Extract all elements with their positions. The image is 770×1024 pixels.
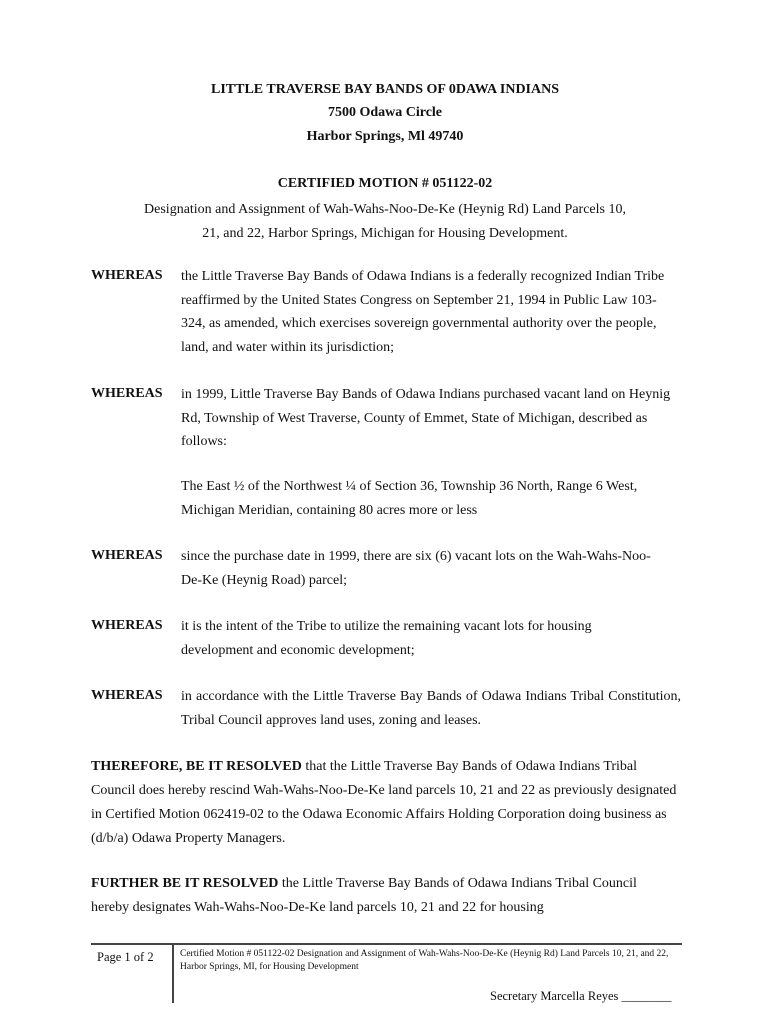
further-lead: FURTHER BE IT RESOLVED (91, 876, 279, 891)
footer-divider (91, 943, 682, 945)
whereas-label: WHEREAS (91, 386, 163, 401)
designation-line-1: Designation and Assignment of Wah-Wahs-Noo-De-Ke (Heynig Rd) Land Parcels 10, (144, 202, 626, 217)
whereas-clause-4: it is the intent of the Tribe to utilize the remaining vacant lots for housing development and economic development; (181, 619, 592, 658)
page-number: Page 1 of 2 (97, 950, 154, 964)
designation-heading (0, 198, 770, 246)
motion-title: CERTIFIED MOTION # 051122-02 (277, 176, 493, 191)
whereas-clause-3: since the purchase date in 1999, there are six (6) vacant lots on the Wah-Wahs-Noo-De-Ke (Heynig Road) parcel; (181, 549, 651, 588)
designation-line-2: 21, and 22, Harbor Springs, Michigan for Housing Development. (202, 226, 568, 241)
whereas-clause-1: the Little Traverse Bay Bands of Odawa Indians is a federally recognized Indian Tribe reaffirmed by the United States Congress on September 21, 1994 in Public Law 103-324, as amended, which exercises sovereign governmental authority over the people, land, and water within its jurisdiction; (181, 269, 665, 355)
secretary-signature-line: Secretary Marcella Reyes ________ (490, 989, 672, 1003)
whereas-label: WHEREAS (91, 268, 163, 283)
whereas-label: WHEREAS (91, 548, 163, 563)
whereas-clause-2: in 1999, Little Traverse Bay Bands of Odawa Indians purchased vacant land on Heynig Rd, Township of West Traverse, County of Emmet, State of Michigan, described as follows: (181, 387, 671, 449)
legal-description: The East ½ of the Northwest ¼ of Section 36, Township 36 North, Range 6 West, Michigan Meridian, containing 80 acres more or less (181, 479, 638, 518)
therefore-lead: THEREFORE, BE IT RESOLVED (91, 759, 302, 774)
footer-vertical-divider (172, 943, 174, 1003)
whereas-label: WHEREAS (91, 618, 163, 633)
whereas-label: WHEREAS (91, 688, 163, 703)
further-resolution (91, 872, 651, 920)
therefore-resolution (91, 755, 681, 851)
footer-caption: Certified Motion # 051122-02 Designation and Assignment of Wah-Wahs-Noo-De-Ke (Heynig Rd) Land Parcels 10, 21, and 22, Harbor Springs, MI, for Housing Development (180, 949, 669, 972)
organization-city: Harbor Springs, Ml 49740 (306, 129, 464, 144)
organization-name: LITTLE TRAVERSE BAY BANDS OF 0DAWA INDIANS (210, 82, 560, 97)
therefore-text: that the Little Traverse Bay Bands of Odawa Indians Tribal Council does hereby rescind Wah-Wahs-Noo-De-Ke land parcels 10, 21 and 22 as previously designated in Certified Motion 062419-02 to the Odawa Economic Affairs Holding Corporation doing business as (d/b/a) Odawa Property Managers. (91, 759, 677, 846)
whereas-clause-5: in accordance with the Little Traverse Bay Bands of Odawa Indians Tribal Constitution, Tribal Council approves land uses, zoning and leases. (181, 689, 681, 728)
organization-address: 7500 Odawa Circle (327, 105, 443, 120)
further-text: the Little Traverse Bay Bands of Odawa Indians Tribal Council hereby designates Wah-Wahs-Noo-De-Ke land parcels 10, 21 and 22 for housing (91, 876, 637, 915)
